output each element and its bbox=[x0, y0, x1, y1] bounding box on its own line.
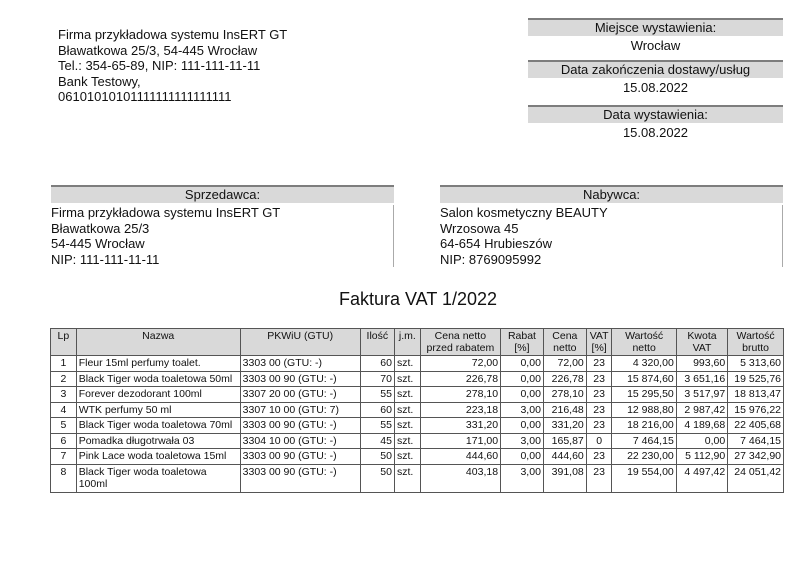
cell-vat-amount: 4 189,68 bbox=[676, 418, 727, 434]
cell-lp: 2 bbox=[51, 371, 77, 387]
cell-gross-value: 7 464,15 bbox=[728, 433, 784, 449]
cell-name: Black Tiger woda toaletowa 70ml bbox=[76, 418, 240, 434]
cell-unit: szt. bbox=[394, 418, 420, 434]
cell-name: Black Tiger woda toaletowa 50ml bbox=[76, 371, 240, 387]
header-lp: Lp bbox=[51, 329, 77, 356]
seller-block bbox=[51, 185, 394, 267]
cell-net-price: 72,00 bbox=[543, 356, 586, 372]
place-label: Miejsce wystawienia: bbox=[528, 18, 783, 36]
table-row bbox=[51, 356, 784, 372]
cell-price-before: 278,10 bbox=[420, 387, 500, 403]
cell-lp: 8 bbox=[51, 464, 77, 492]
cell-unit: szt. bbox=[394, 387, 420, 403]
cell-name: WTK perfumy 50 ml bbox=[76, 402, 240, 418]
header-qty: Ilość bbox=[360, 329, 394, 356]
cell-name: Pink Lace woda toaletowa 15ml bbox=[76, 449, 240, 465]
issuer-line: Firma przykładowa systemu InsERT GT bbox=[58, 27, 288, 42]
cell-gross-value: 15 976,22 bbox=[728, 402, 784, 418]
table-row bbox=[51, 402, 784, 418]
table-row bbox=[51, 387, 784, 403]
place-value: Wrocław bbox=[630, 38, 681, 53]
cell-net-value: 15 295,50 bbox=[612, 387, 676, 403]
cell-pkwiu: 3307 10 00 (GTU: 7) bbox=[240, 402, 360, 418]
cell-qty: 55 bbox=[360, 387, 394, 403]
table-row bbox=[51, 433, 784, 449]
buyer-line: 64-654 Hrubieszów bbox=[440, 236, 783, 252]
cell-pkwiu: 3303 00 90 (GTU: -) bbox=[240, 371, 360, 387]
cell-gross-value: 18 813,47 bbox=[728, 387, 784, 403]
cell-name: Fleur 15ml perfumy toalet. bbox=[76, 356, 240, 372]
cell-lp: 6 bbox=[51, 433, 77, 449]
cell-net-value: 19 554,00 bbox=[612, 464, 676, 492]
cell-net-price: 444,60 bbox=[543, 449, 586, 465]
header-unit: j.m. bbox=[394, 329, 420, 356]
seller-label: Sprzedawca: bbox=[51, 185, 394, 203]
cell-discount: 0,00 bbox=[501, 418, 544, 434]
cell-lp: 7 bbox=[51, 449, 77, 465]
table-row bbox=[51, 418, 784, 434]
cell-lp: 3 bbox=[51, 387, 77, 403]
header-discount: Rabat [%] bbox=[501, 329, 544, 356]
cell-qty: 60 bbox=[360, 356, 394, 372]
cell-pkwiu: 3303 00 (GTU: -) bbox=[240, 356, 360, 372]
cell-vat-rate: 0 bbox=[586, 433, 612, 449]
header-gross-value: Wartość brutto bbox=[728, 329, 784, 356]
cell-net-price: 165,87 bbox=[543, 433, 586, 449]
cell-net-price: 278,10 bbox=[543, 387, 586, 403]
cell-unit: szt. bbox=[394, 371, 420, 387]
cell-gross-value: 19 525,76 bbox=[728, 371, 784, 387]
items-table bbox=[50, 328, 784, 493]
cell-price-before: 226,78 bbox=[420, 371, 500, 387]
cell-price-before: 444,60 bbox=[420, 449, 500, 465]
cell-qty: 45 bbox=[360, 433, 394, 449]
table-header-row bbox=[51, 329, 784, 356]
issue-value: 15.08.2022 bbox=[622, 125, 689, 140]
cell-vat-rate: 23 bbox=[586, 371, 612, 387]
cell-unit: szt. bbox=[394, 433, 420, 449]
header-vat-amount: Kwota VAT bbox=[676, 329, 727, 356]
table-row bbox=[51, 464, 784, 492]
cell-price-before: 223,18 bbox=[420, 402, 500, 418]
cell-price-before: 171,00 bbox=[420, 433, 500, 449]
cell-vat-rate: 23 bbox=[586, 449, 612, 465]
cell-vat-amount: 0,00 bbox=[676, 433, 727, 449]
cell-pkwiu: 3303 00 90 (GTU: -) bbox=[240, 418, 360, 434]
cell-price-before: 403,18 bbox=[420, 464, 500, 492]
cell-discount: 0,00 bbox=[501, 371, 544, 387]
seller-line: Firma przykładowa systemu InsERT GT bbox=[51, 205, 394, 221]
seller-line: Bławatkowa 25/3 bbox=[51, 221, 394, 237]
cell-discount: 3,00 bbox=[501, 464, 544, 492]
seller-line: 54-445 Wrocław bbox=[51, 236, 394, 252]
cell-net-value: 4 320,00 bbox=[612, 356, 676, 372]
cell-price-before: 72,00 bbox=[420, 356, 500, 372]
cell-discount: 0,00 bbox=[501, 387, 544, 403]
cell-pkwiu: 3307 20 00 (GTU: -) bbox=[240, 387, 360, 403]
cell-vat-rate: 23 bbox=[586, 387, 612, 403]
cell-unit: szt. bbox=[394, 464, 420, 492]
cell-net-value: 22 230,00 bbox=[612, 449, 676, 465]
header-vat-rate: VAT [%] bbox=[586, 329, 612, 356]
cell-net-value: 7 464,15 bbox=[612, 433, 676, 449]
table-row bbox=[51, 371, 784, 387]
cell-gross-value: 22 405,68 bbox=[728, 418, 784, 434]
cell-pkwiu: 3303 00 90 (GTU: -) bbox=[240, 464, 360, 492]
cell-net-price: 391,08 bbox=[543, 464, 586, 492]
delivery-box bbox=[528, 60, 783, 98]
cell-lp: 5 bbox=[51, 418, 77, 434]
cell-net-value: 15 874,60 bbox=[612, 371, 676, 387]
cell-price-before: 331,20 bbox=[420, 418, 500, 434]
cell-net-price: 216,48 bbox=[543, 402, 586, 418]
cell-gross-value: 5 313,60 bbox=[728, 356, 784, 372]
cell-pkwiu: 3303 00 90 (GTU: -) bbox=[240, 449, 360, 465]
cell-lp: 1 bbox=[51, 356, 77, 372]
cell-unit: szt. bbox=[394, 402, 420, 418]
cell-net-price: 331,20 bbox=[543, 418, 586, 434]
items-body bbox=[51, 356, 784, 493]
cell-gross-value: 24 051,42 bbox=[728, 464, 784, 492]
cell-vat-rate: 23 bbox=[586, 464, 612, 492]
delivery-value: 15.08.2022 bbox=[622, 80, 689, 95]
cell-net-value: 18 216,00 bbox=[612, 418, 676, 434]
cell-discount: 0,00 bbox=[501, 449, 544, 465]
header-net-value: Wartość netto bbox=[612, 329, 676, 356]
invoice-title: Faktura VAT 1/2022 bbox=[338, 289, 498, 309]
issuer-line: Bank Testowy, bbox=[58, 73, 141, 89]
cell-vat-amount: 5 112,90 bbox=[676, 449, 727, 465]
cell-gross-value: 27 342,90 bbox=[728, 449, 784, 465]
table-row bbox=[51, 449, 784, 465]
issuer-line: Tel.: 354-65-89, NIP: 111-111-11-11 bbox=[58, 58, 261, 73]
issue-box bbox=[528, 105, 783, 143]
issuer-line: 06101010101111111111111111 bbox=[58, 89, 232, 104]
cell-vat-amount: 4 497,42 bbox=[676, 464, 727, 492]
cell-qty: 50 bbox=[360, 464, 394, 492]
buyer-line: Salon kosmetyczny BEAUTY bbox=[440, 205, 783, 221]
cell-name: Black Tiger woda toaletowa 100ml bbox=[76, 464, 240, 492]
header-name: Nazwa bbox=[76, 329, 240, 356]
buyer-block bbox=[440, 185, 783, 267]
header-pkwiu: PKWiU (GTU) bbox=[240, 329, 360, 356]
cell-net-value: 12 988,80 bbox=[612, 402, 676, 418]
cell-discount: 0,00 bbox=[501, 356, 544, 372]
cell-name: Forever dezodorant 100ml bbox=[76, 387, 240, 403]
cell-unit: szt. bbox=[394, 449, 420, 465]
cell-qty: 70 bbox=[360, 371, 394, 387]
header-net-price: Cena netto bbox=[543, 329, 586, 356]
buyer-label: Nabywca: bbox=[440, 185, 783, 203]
cell-qty: 50 bbox=[360, 449, 394, 465]
cell-vat-amount: 3 651,16 bbox=[676, 371, 727, 387]
cell-vat-amount: 2 987,42 bbox=[676, 402, 727, 418]
issuer-line: Bławatkowa 25/3, 54-445 Wrocław bbox=[58, 42, 258, 58]
cell-vat-rate: 23 bbox=[586, 418, 612, 434]
delivery-label: Data zakończenia dostawy/usług bbox=[528, 60, 783, 78]
cell-vat-rate: 23 bbox=[586, 402, 612, 418]
cell-pkwiu: 3304 10 00 (GTU: -) bbox=[240, 433, 360, 449]
buyer-line: Wrzosowa 45 bbox=[440, 221, 783, 237]
cell-vat-amount: 3 517,97 bbox=[676, 387, 727, 403]
place-box bbox=[528, 18, 783, 56]
seller-line: NIP: 111-111-11-11 bbox=[51, 252, 394, 268]
cell-lp: 4 bbox=[51, 402, 77, 418]
issuer-block bbox=[58, 27, 287, 105]
cell-name: Pomadka długotrwała 03 bbox=[76, 433, 240, 449]
cell-qty: 60 bbox=[360, 402, 394, 418]
header-price-before: Cena netto przed rabatem bbox=[420, 329, 500, 356]
buyer-line: NIP: 8769095992 bbox=[440, 252, 783, 268]
cell-vat-amount: 993,60 bbox=[676, 356, 727, 372]
cell-net-price: 226,78 bbox=[543, 371, 586, 387]
cell-discount: 3,00 bbox=[501, 402, 544, 418]
cell-discount: 3,00 bbox=[501, 433, 544, 449]
cell-unit: szt. bbox=[394, 356, 420, 372]
cell-qty: 55 bbox=[360, 418, 394, 434]
issue-label: Data wystawienia: bbox=[528, 105, 783, 123]
cell-vat-rate: 23 bbox=[586, 356, 612, 372]
